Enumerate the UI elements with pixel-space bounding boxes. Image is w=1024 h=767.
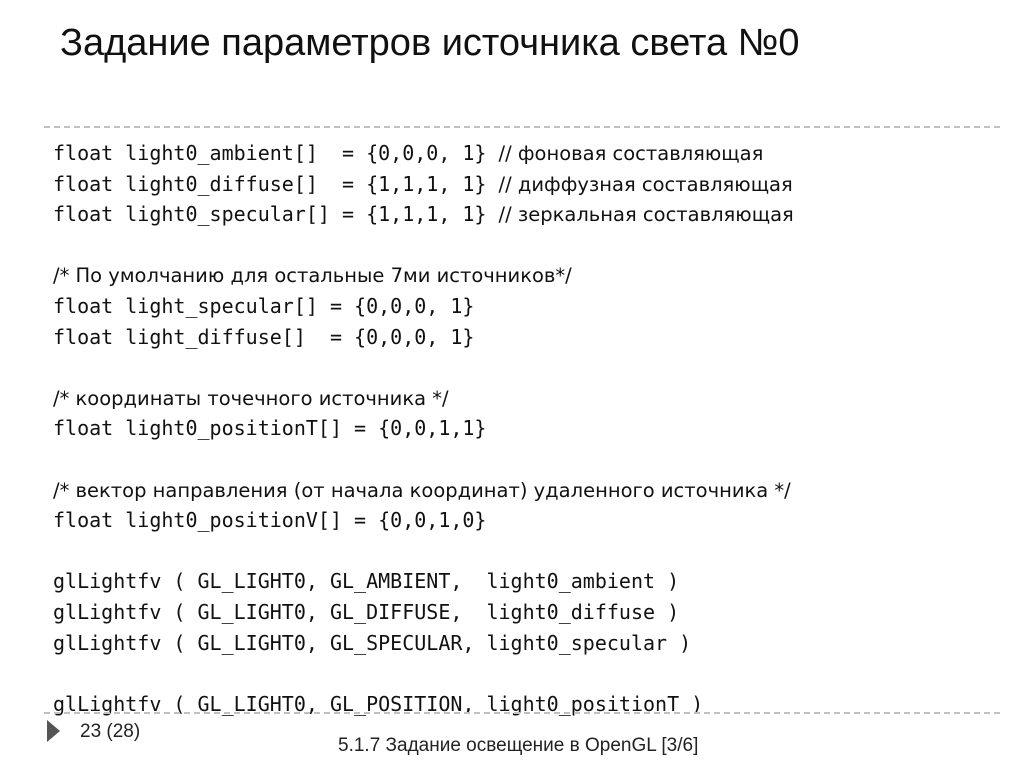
code-line [53,628,794,659]
code-line [53,475,794,506]
code-comment: /* координаты точечного источника */ [53,386,449,410]
code-line [53,566,794,597]
bottom-divider [44,712,1000,714]
blank-line [53,352,794,383]
page-number: 23 (28) [80,721,141,742]
code-comment: // диффузная составляющая [498,172,793,196]
code-line [53,138,794,169]
code-text: float light0_specular[] = {1,1,1, 1} [53,202,499,227]
code-line [53,597,794,628]
code-comment: /* По умолчанию для остальные 7ми источников*/ [53,264,572,288]
code-line [53,169,794,200]
slide-title: Задание параметров источника света №0 [60,22,800,64]
top-divider [44,126,1000,128]
code-text: glLightfv ( GL_LIGHT0, GL_DIFFUSE, light0_diffuse ) [53,599,680,624]
code-text: float light0_diffuse[] = {1,1,1, 1} [53,171,499,196]
code-comment: // фоновая составляющая [498,142,764,165]
code-line [53,322,794,353]
code-text: glLightfv ( GL_LIGHT0, GL_SPECULAR, light0_specular ) [53,630,692,655]
code-text: glLightfv ( GL_LIGHT0, GL_POSITION, light0_positionT ) [53,691,704,716]
code-line [53,260,794,291]
blank-line [53,230,794,261]
code-comment: /* вектор направления (от начала координат) удаленного источника */ [53,478,791,502]
code-comment: // зеркальная составляющая [498,203,794,227]
code-block [53,138,794,719]
code-text: float light0_positionT[] = {0,0,1,1} [53,416,487,441]
blank-line [53,658,794,689]
code-text: float light_specular[] = {0,0,0, 1} [53,293,475,318]
blank-line [53,536,794,567]
code-text: float light0_ambient[] = {0,0,0, 1} [53,141,499,165]
blank-line [53,444,794,475]
section-title: 5.1.7 Задание освещение в OpenGL [3/6] [338,735,699,756]
code-text: float light_diffuse[] = {0,0,0, 1} [53,324,475,349]
code-line [53,689,794,720]
code-text: float light0_positionV[] = {0,0,1,0} [53,508,487,533]
code-line [53,199,794,230]
code-line [53,383,794,414]
code-line [53,413,794,444]
code-line [53,505,794,536]
code-line [53,291,794,322]
triangle-right-icon[interactable] [47,720,60,742]
code-text: glLightfv ( GL_LIGHT0, GL_AMBIENT, light0_ambient ) [53,569,680,594]
